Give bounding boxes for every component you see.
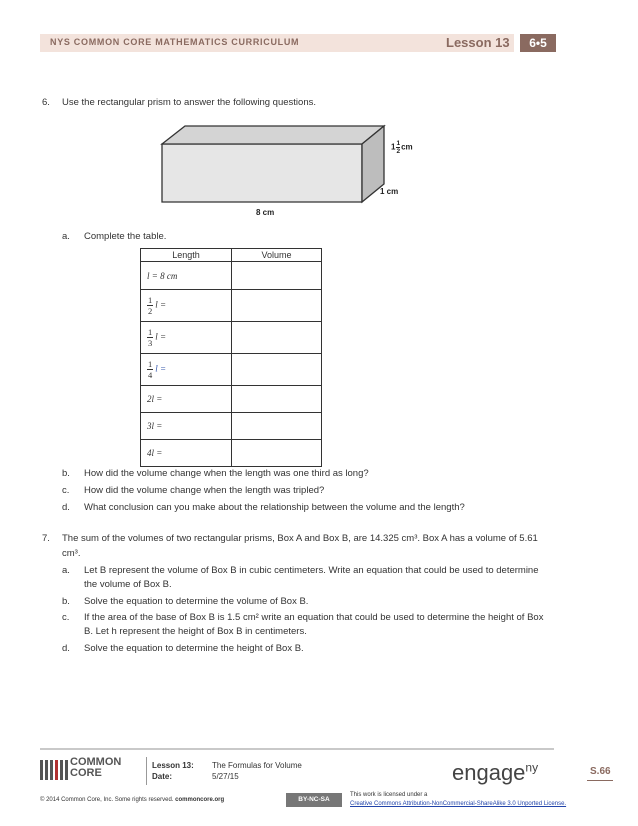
table-row: [141, 322, 322, 354]
part-6c-text: How did the volume change when the length was tripled?: [84, 485, 325, 496]
problem-6-number: 6.: [42, 97, 50, 108]
footer-date-value: 5/27/15: [212, 772, 239, 781]
length-cell: 4l =: [141, 440, 232, 467]
footer-lesson-value: The Formulas for Volume: [212, 761, 302, 770]
volume-cell[interactable]: [232, 440, 322, 467]
part-6b-text: How did the volume change when the length was one third as long?: [84, 468, 369, 479]
length-cell: 2l =: [141, 386, 232, 413]
table-row: [141, 354, 322, 386]
height-label: 1 $\frac{1}{2}$ cm: [391, 140, 413, 155]
table-row: [141, 413, 322, 440]
part-6a-letter: a.: [62, 231, 70, 242]
table-header-volume: Volume: [232, 249, 322, 262]
part-6d-text: What conclusion can you make about the relationship between the volume and the length?: [84, 502, 465, 513]
page-number: S.66: [590, 766, 611, 777]
problem-7-text-line2: cm³.: [62, 548, 81, 559]
part-7c-line1: If the area of the base of Box B is 1.5 cm² write an equation that could be used to determine the height of Box: [84, 612, 544, 623]
common-core-logo-icon: [40, 760, 68, 780]
part-7b-letter: b.: [62, 596, 70, 607]
length-cell: l = 8 cm: [141, 262, 232, 290]
volume-cell[interactable]: [232, 354, 322, 386]
part-7c-letter: c.: [62, 612, 70, 623]
table-row: [141, 262, 322, 290]
curriculum-title: NYS COMMON CORE MATHEMATICS CURRICULUM: [50, 37, 300, 47]
module-badge: 6•5: [520, 34, 556, 52]
problem-7-text-line1: The sum of the volumes of two rectangular prisms, Box A and Box B, are 14.325 cm³. Box A has a volume of 5.61: [62, 533, 538, 544]
copyright-text: © 2014 Common Core, Inc. Some rights reserved. commoncore.org: [40, 797, 225, 803]
volume-cell[interactable]: [232, 322, 322, 354]
license-line1: This work is licensed under a: [350, 792, 428, 798]
part-6d-letter: d.: [62, 502, 70, 513]
page-number-rule: [587, 780, 613, 781]
part-7a-letter: a.: [62, 565, 70, 576]
volume-cell[interactable]: [232, 386, 322, 413]
problem-6-text: Use the rectangular prism to answer the following questions.: [62, 97, 316, 108]
length-cell: $\frac{1}{2}$ l =: [141, 290, 232, 322]
part-7d-letter: d.: [62, 643, 70, 654]
common-core-wordmark: COMMON CORE: [70, 756, 122, 779]
lesson-title: Lesson 13: [446, 35, 510, 50]
rectangular-prism-diagram: [155, 122, 415, 206]
cc-license-badge[interactable]: BY-NC-SA: [286, 793, 342, 807]
table-header-length: Length: [141, 249, 232, 262]
part-7d-text: Solve the equation to determine the height of Box B.: [84, 643, 304, 654]
footer-date-label: Date:: [152, 772, 173, 781]
volume-cell[interactable]: [232, 413, 322, 440]
problem-7-number: 7.: [42, 533, 50, 544]
length-label: 8 cm: [256, 208, 275, 217]
part-7b-text: Solve the equation to determine the volume of Box B.: [84, 596, 309, 607]
footer-rule: [40, 748, 554, 750]
part-6b-letter: b.: [62, 468, 70, 479]
table-row: [141, 440, 322, 467]
footer-divider: [146, 757, 147, 785]
part-6a-text: Complete the table.: [84, 231, 167, 242]
volume-cell[interactable]: [232, 262, 322, 290]
part-7a-line1: Let B represent the volume of Box B in cubic centimeters. Write an equation that could be used to determine: [84, 565, 539, 576]
table-row: [141, 290, 322, 322]
length-cell: $\frac{1}{4}$ l =: [141, 354, 232, 386]
length-cell: 3l =: [141, 413, 232, 440]
footer-lesson-label: Lesson 13:: [152, 761, 194, 770]
license-link[interactable]: Creative Commons Attribution-NonCommercial-ShareAlike 3.0 Unported License.: [350, 801, 567, 807]
part-7c-line2: B. Let h represent the height of Box B in centimeters.: [84, 626, 307, 637]
volume-cell[interactable]: [232, 290, 322, 322]
length-volume-table: [140, 248, 322, 467]
length-cell: $\frac{1}{3}$ l =: [141, 322, 232, 354]
part-6c-letter: c.: [62, 485, 70, 496]
part-7a-line2: the volume of Box B.: [84, 579, 172, 590]
table-row: [141, 386, 322, 413]
engageny-logo: engage$^{ny}$: [452, 760, 539, 785]
depth-label: 1 cm: [380, 187, 399, 196]
